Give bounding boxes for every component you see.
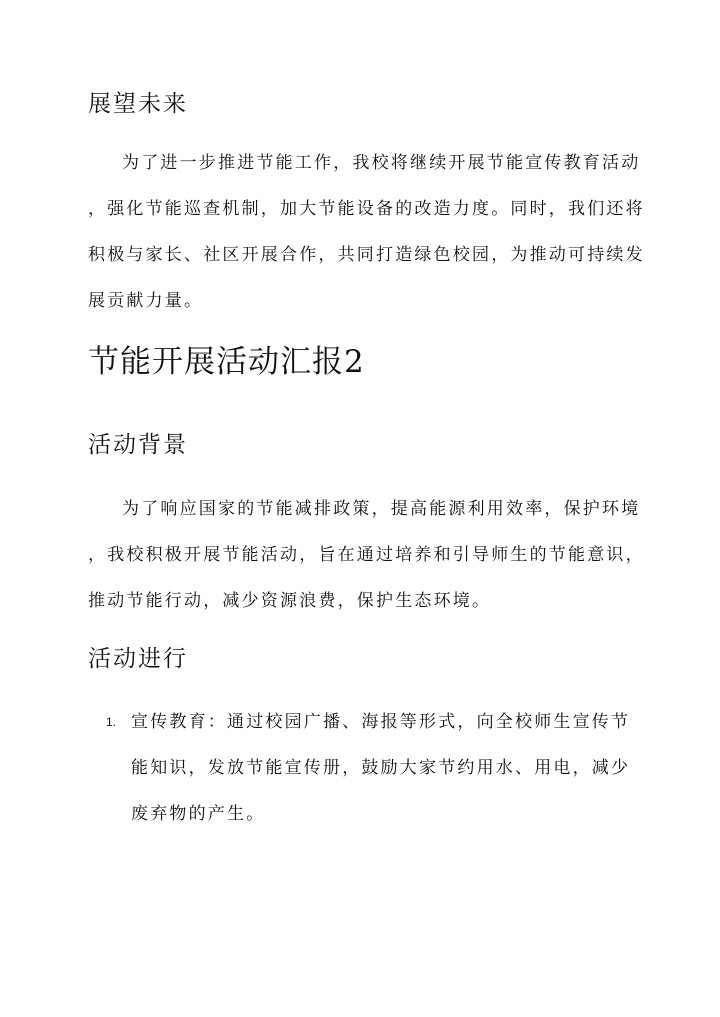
list-item-line: 宣传教育：通过校园广播、海报等形式，向全校师生宣传节 <box>131 712 631 732</box>
background-paragraph <box>88 486 645 624</box>
section-heading-progress: 活动进行 <box>88 646 188 672</box>
paragraph-line: 展贡献力量。 <box>88 291 204 311</box>
paragraph-line: 为了进一步推进节能工作，我校将继续开展节能宣传教育活动 <box>122 153 641 173</box>
list-number: 1. <box>106 715 117 729</box>
report-title: 节能开展活动汇报2 <box>88 344 365 380</box>
list-item-line: 能知识，发放节能宣传册，鼓励大家节约用水、用电，减少 <box>131 758 631 778</box>
list-item <box>106 699 631 837</box>
activity-list <box>106 699 631 837</box>
paragraph-line: ，强化节能巡查机制，加大节能设备的改造力度。同时，我们还将 <box>88 199 645 219</box>
section-heading-future: 展望未来 <box>88 91 188 117</box>
paragraph-line: 为了响应国家的节能减排政策，提高能源利用效率，保护环境 <box>122 499 641 519</box>
future-paragraph <box>88 140 645 324</box>
paragraph-line: ，我校积极开展节能活动，旨在通过培养和引导师生的节能意识， <box>88 545 645 565</box>
section-heading-background: 活动背景 <box>88 432 188 458</box>
list-item-line: 废弃物的产生。 <box>131 804 266 824</box>
paragraph-line: 推动节能行动，减少资源浪费，保护生态环境。 <box>88 591 492 611</box>
paragraph-line: 积极与家长、社区开展合作，共同打造绿色校园，为推动可持续发 <box>88 245 645 265</box>
